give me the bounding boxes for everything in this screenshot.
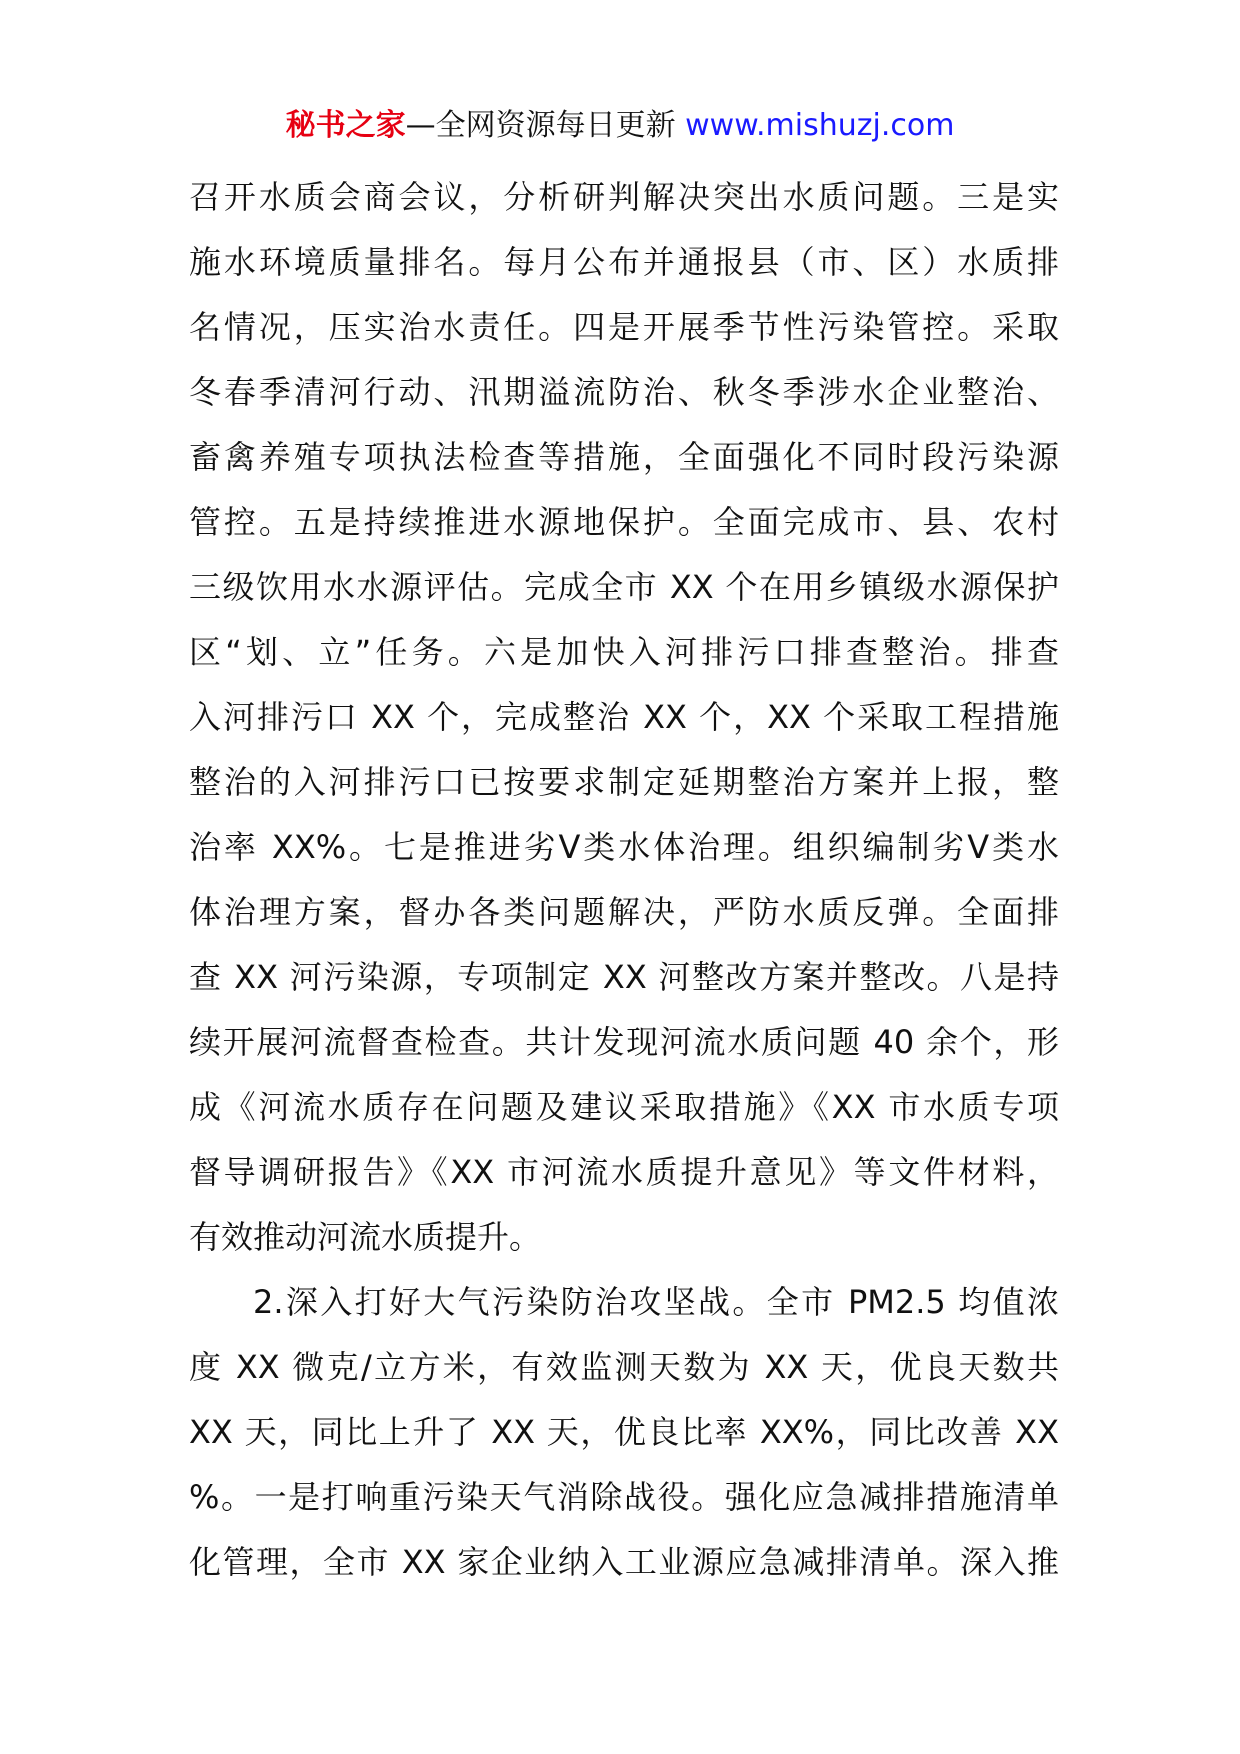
text-line: XX 天，同比上升了 XX 天，优良比率 XX%，同比改善 XX [189, 1413, 1059, 1451]
text-line: 治率 XX%。七是推进劣Ⅴ类水体治理。组织编制劣Ⅴ类水 [189, 828, 1059, 866]
text-line: 名情况，压实治水责任。四是开展季节性污染管控。采取 [189, 308, 1059, 346]
text-line: 整治的入河排污口已按要求制定延期整治方案并上报，整 [189, 763, 1059, 801]
header-tagline: —全网资源每日更新 [405, 108, 686, 143]
text-line: 度 XX 微克/立方米，有效监测天数为 XX 天，优良天数共 [189, 1348, 1059, 1386]
text-line: 冬春季清河行动、汛期溢流防治、秋冬季涉水企业整治、 [189, 373, 1059, 411]
text-line: 查 XX 河污染源，专项制定 XX 河整改方案并整改。八是持 [189, 958, 1059, 996]
text-line: 管控。五是持续推进水源地保护。全面完成市、县、农村 [189, 503, 1059, 541]
text-line: 续开展河流督查检查。共计发现河流水质问题 40 余个，形 [189, 1023, 1059, 1061]
text-line: 施水环境质量排名。每月公布并通报县（市、区）水质排 [189, 243, 1059, 281]
text-line: 区“划、立”任务。六是加快入河排污口排查整治。排查 [189, 633, 1059, 671]
brand-name: 秘书之家 [285, 108, 406, 143]
text-line: 化管理，全市 XX 家企业纳入工业源应急减排清单。深入推 [189, 1543, 1059, 1581]
text-line: 三级饮用水水源评估。完成全市 XX 个在用乡镇级水源保护 [189, 568, 1059, 606]
document-body [189, 165, 1059, 1595]
text-line: 畜禽养殖专项执法检查等措施，全面强化不同时段污染源 [189, 438, 1059, 476]
text-line: %。一是打响重污染天气消除战役。强化应急减排措施清单 [189, 1478, 1059, 1516]
text-line: 成《河流水质存在问题及建议采取措施》《XX 市水质专项 [189, 1088, 1059, 1126]
text-line: 入河排污口 XX 个，完成整治 XX 个，XX 个采取工程措施 [189, 698, 1059, 736]
text-line: 有效推动河流水质提升。 [189, 1218, 542, 1256]
site-url[interactable]: www.mishuzj.com [685, 108, 955, 143]
paragraph-air-pollution [189, 1270, 1059, 1595]
paragraph-water-quality [189, 165, 1059, 1270]
text-line: 督导调研报告》《XX 市河流水质提升意见》等文件材料， [189, 1153, 1059, 1191]
site-header [0, 104, 1240, 148]
text-line: 2.深入打好大气污染防治攻坚战。全市 PM2.5 均值浓 [253, 1283, 1059, 1321]
text-line: 体治理方案，督办各类问题解决，严防水质反弹。全面排 [189, 893, 1059, 931]
text-line: 召开水质会商会议，分析研判解决突出水质问题。三是实 [189, 178, 1059, 216]
